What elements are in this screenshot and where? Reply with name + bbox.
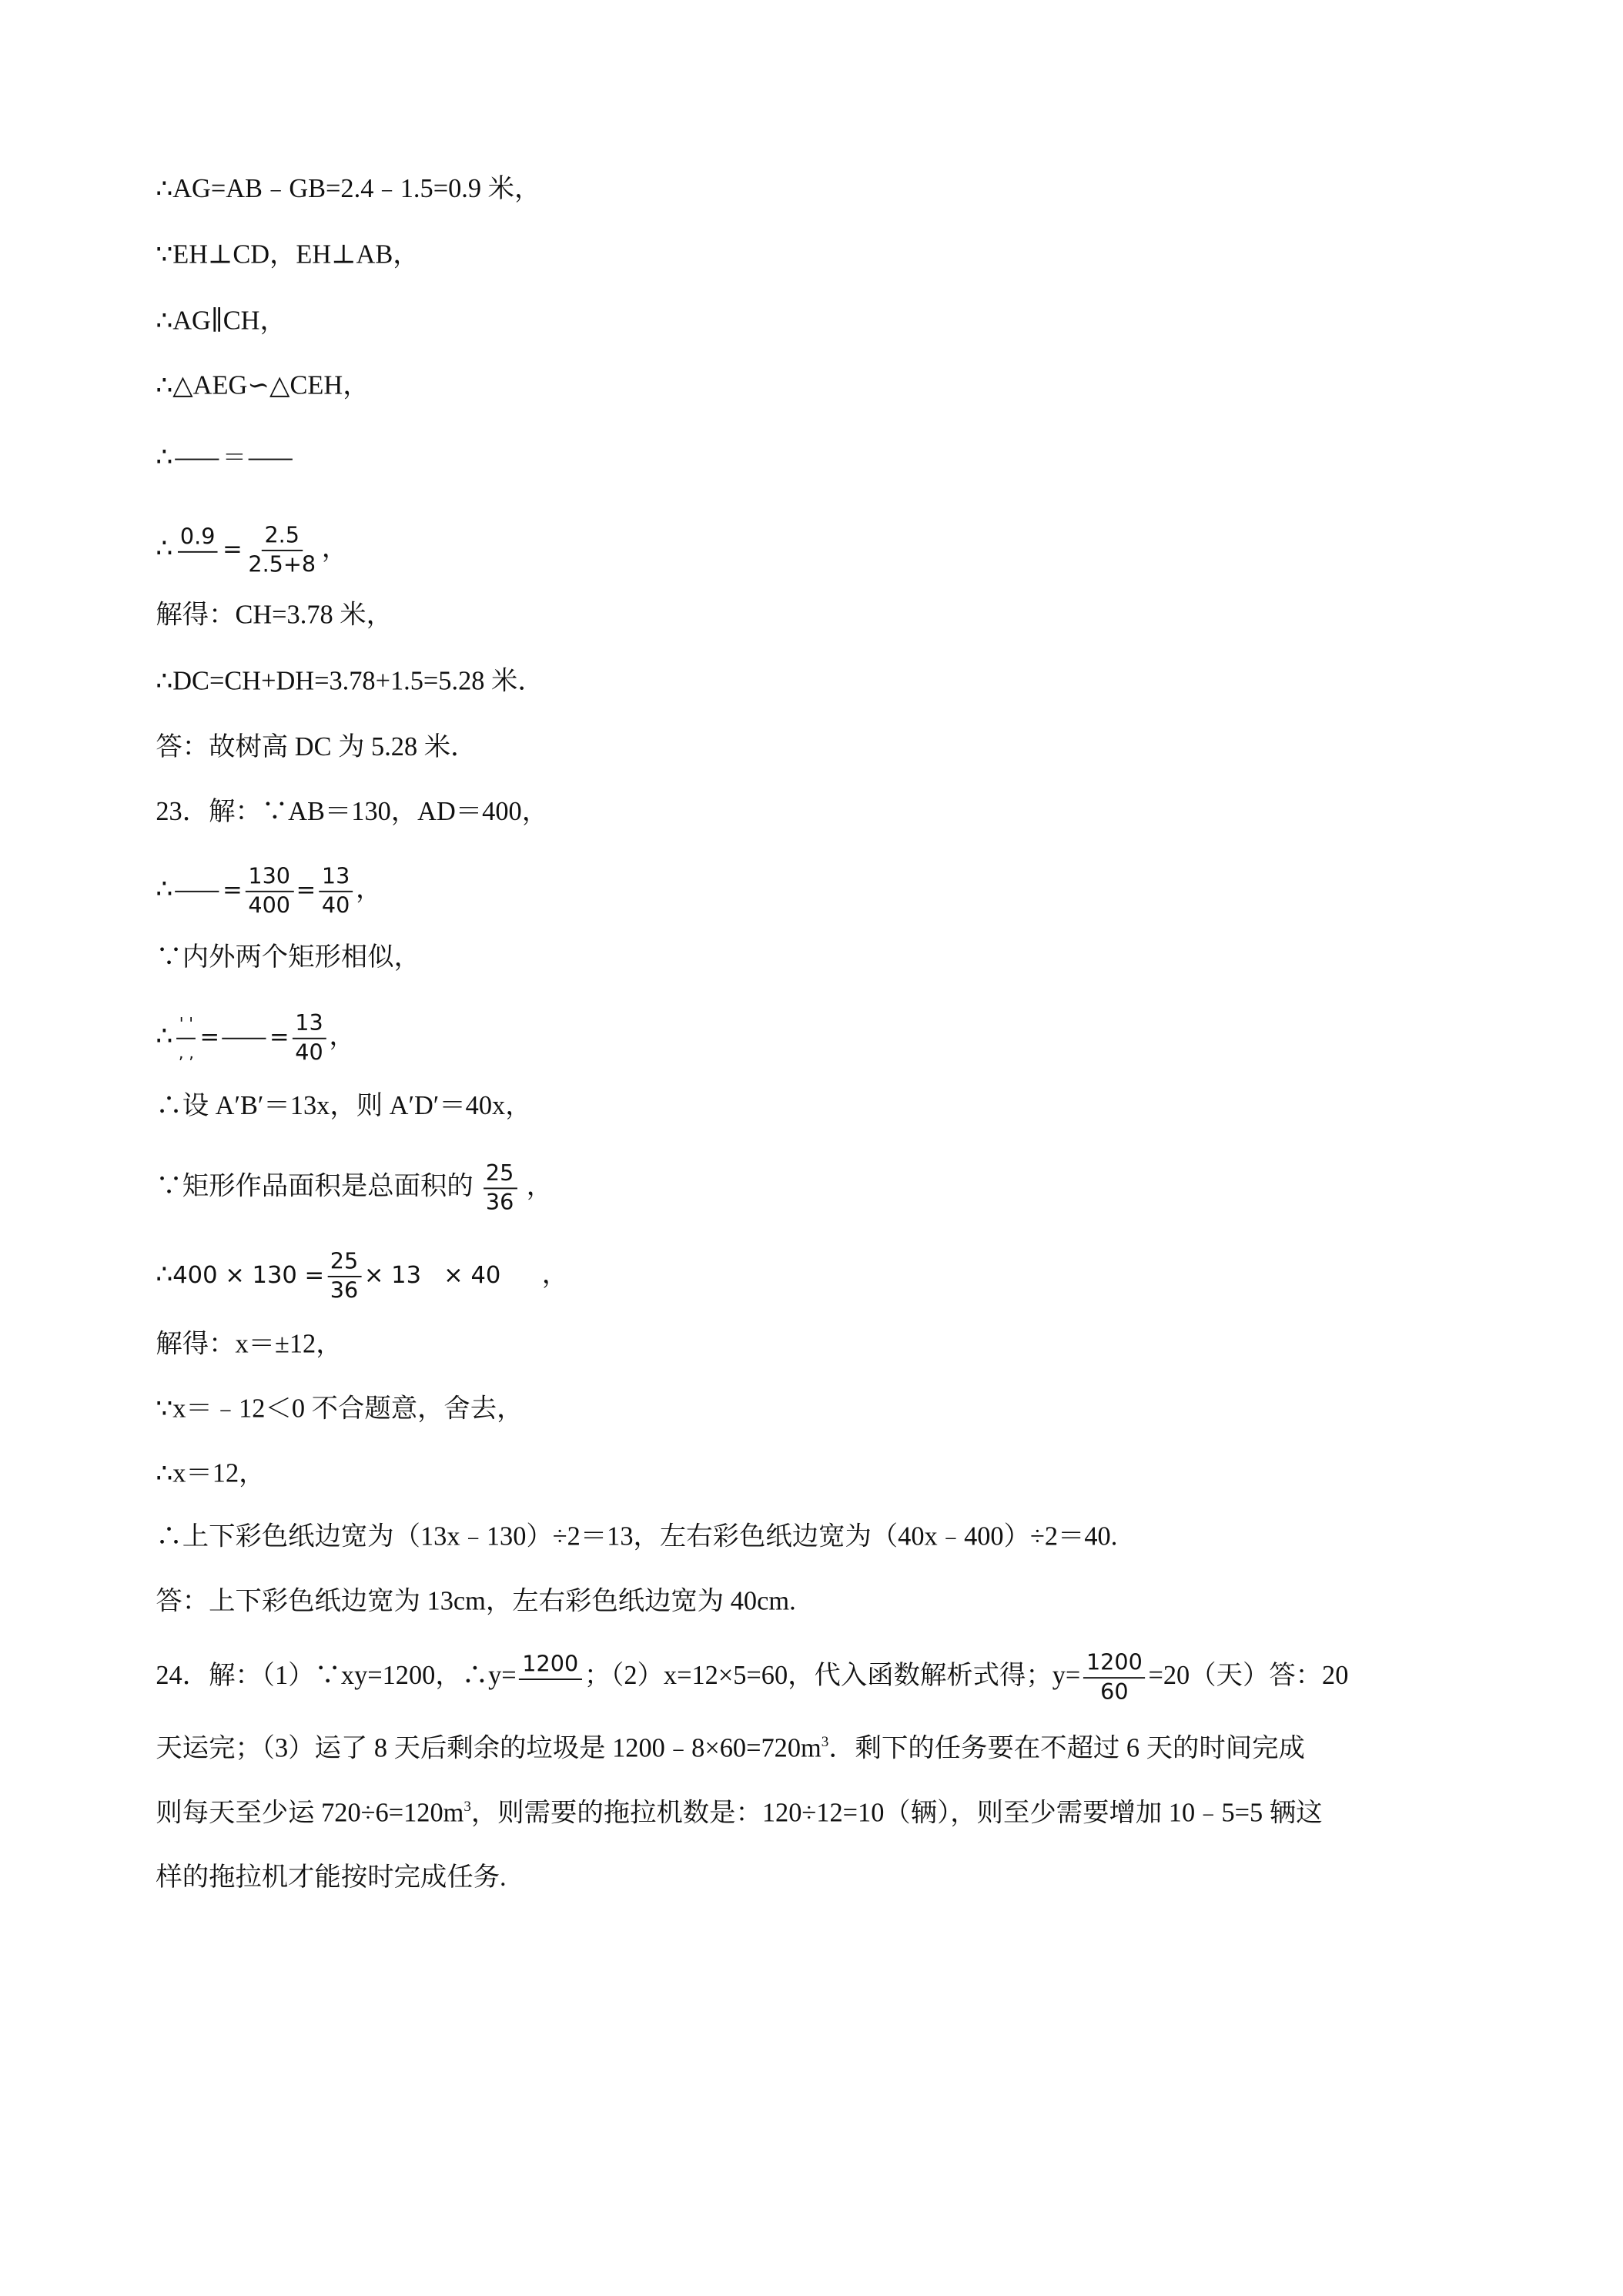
fraction-25-36 [327, 1247, 361, 1304]
line-prime-ratio [156, 1011, 355, 1066]
fraction-numerator: 1200 [519, 1652, 581, 1680]
equals-sign: = [296, 875, 316, 904]
fraction-prime-blank [176, 1011, 197, 1066]
fraction-blank-2 [249, 435, 293, 484]
line-q23-ratio [156, 864, 382, 919]
fraction-numerator: 25 [327, 1250, 361, 1277]
fraction-25-36 [483, 1161, 517, 1216]
line-q24-daily [156, 1796, 1322, 1829]
line-solve-ch: 解得：CH=3.78 米， [156, 599, 393, 630]
fraction-denominator: 36 [330, 1277, 359, 1304]
fraction-0-9 [176, 525, 219, 577]
fraction-numerator: 0.9 [177, 525, 218, 553]
fraction-denominator: 40 [321, 892, 350, 919]
comma: ， [541, 1259, 569, 1289]
fraction-2-5 [246, 521, 319, 578]
therefore-symbol: ∴ [156, 874, 173, 904]
line-q24-part3 [156, 1732, 1304, 1764]
line-solve-x: 解得：x＝±12， [156, 1328, 343, 1358]
cubic-superscript: 3 [821, 1734, 829, 1751]
equals-sign: = [223, 875, 243, 904]
therefore-symbol: ∴ [156, 1021, 173, 1051]
therefore-symbol: ∴ [156, 1259, 173, 1289]
q24-text-g: ，则需要的拖拉机数是：120÷12=10（辆），则至少需要增加 10﹣5=5 辆这 [470, 1797, 1323, 1827]
fraction-denominator: 2.5+8 [248, 551, 316, 578]
line-ag-parallel: ∴AG∥CH， [156, 306, 286, 336]
prime-marks: ' ' [176, 1011, 196, 1039]
q24-text-c: =20（天）答：20 [1148, 1660, 1349, 1690]
equals-sign: = [223, 534, 243, 563]
q24-text-b: ；（2）x=12×5=60，代入函数解析式得；y= [584, 1660, 1081, 1690]
equals-sign: = [269, 1022, 289, 1051]
fraction-numerator: 13 [292, 1011, 326, 1039]
fraction-denominator: 60 [1100, 1678, 1129, 1705]
equation-left: 400 × 130 = [172, 1260, 325, 1289]
fraction-numerator: 1200 [1083, 1651, 1146, 1678]
line-eh-perp: ∵EH⊥CD，EH⊥AB， [156, 239, 420, 269]
line-x-equals: ∴x＝12， [156, 1458, 266, 1488]
fraction-numerator: 25 [483, 1161, 517, 1189]
comma: ， [321, 533, 349, 563]
equals-sign: = [199, 1022, 220, 1051]
q24-text-a: 24．解：（1）∵xy=1200，∴y= [156, 1660, 517, 1690]
line-q23-given: 23．解：∵AB＝130，AD＝400， [156, 796, 549, 826]
fraction-blank-1 [176, 435, 219, 484]
line-let-x: ∴设 A′B′＝13x，则 A′D′＝40x， [156, 1090, 532, 1120]
equals-sign: ＝ [223, 443, 246, 472]
q24-text-d: 天运完；（3）运了 8 天后剩余的垃圾是 1200﹣8×60=720m [156, 1732, 822, 1762]
line-similar-rects: ∵内外两个矩形相似， [156, 942, 420, 972]
equation-right: × 13 × 40 [363, 1260, 501, 1289]
line-area-equation [156, 1247, 569, 1304]
comma: ， [329, 1021, 356, 1051]
fraction-blank [223, 1014, 266, 1063]
fraction-denominator: 40 [295, 1039, 323, 1066]
q24-text-e: ．剩下的任务要在不超过 6 天的时间完成 [828, 1732, 1305, 1762]
line-ag: ∴AG=AB﹣GB=2.4﹣1.5=0.9 米， [156, 173, 541, 203]
prime-marks-lower: , , [178, 1043, 194, 1063]
line-dc: ∴DC=CH+DH=3.78+1.5=5.28 米． [156, 665, 544, 695]
fraction-numerator: 130 [246, 864, 293, 892]
line-ratio-values [156, 521, 349, 578]
fraction-numerator: 2.5 [262, 524, 303, 551]
line-answer-23: 答：上下彩色纸边宽为 13cm，左右彩色纸边宽为 40cm. [156, 1585, 796, 1615]
line-ratio-blank [156, 435, 296, 484]
fraction-blank [176, 867, 219, 915]
comma: ， [526, 1170, 553, 1200]
therefore-symbol: ∴ [156, 533, 173, 563]
fraction-numerator: 13 [319, 864, 353, 892]
fraction-13-40 [292, 1011, 326, 1066]
therefore-symbol: ∴ [156, 441, 173, 472]
line-area-ratio [156, 1161, 553, 1216]
line-border-widths: ∴上下彩色纸边宽为（13x﹣130）÷2＝13，左右彩色纸边宽为（40x﹣400）÷2＝40. [156, 1521, 1118, 1551]
fraction-130-400 [246, 864, 293, 919]
fraction-denominator: 36 [485, 1189, 514, 1216]
cubic-superscript: 3 [463, 1799, 471, 1816]
line-q24-end: 样的拖拉机才能按时完成任务. [156, 1862, 507, 1892]
comma: ， [355, 874, 383, 904]
line-similar-triangles: ∴△AEG∽△CEH， [156, 370, 370, 400]
line-answer-22: 答：故树高 DC 为 5.28 米． [156, 731, 477, 761]
fraction-13-40 [319, 864, 353, 919]
fraction-denominator: 400 [248, 892, 291, 919]
q24-text-f: 则每天至少运 720÷6=120m [156, 1797, 464, 1827]
area-ratio-text: ∵矩形作品面积是总面积的 [156, 1170, 474, 1200]
line-q24-part1 [156, 1648, 1349, 1705]
line-reject: ∵x＝﹣12＜0 不合题意，舍去， [156, 1393, 524, 1423]
fraction-1200-60 [1083, 1648, 1146, 1705]
fraction-1200-blank [519, 1652, 581, 1704]
